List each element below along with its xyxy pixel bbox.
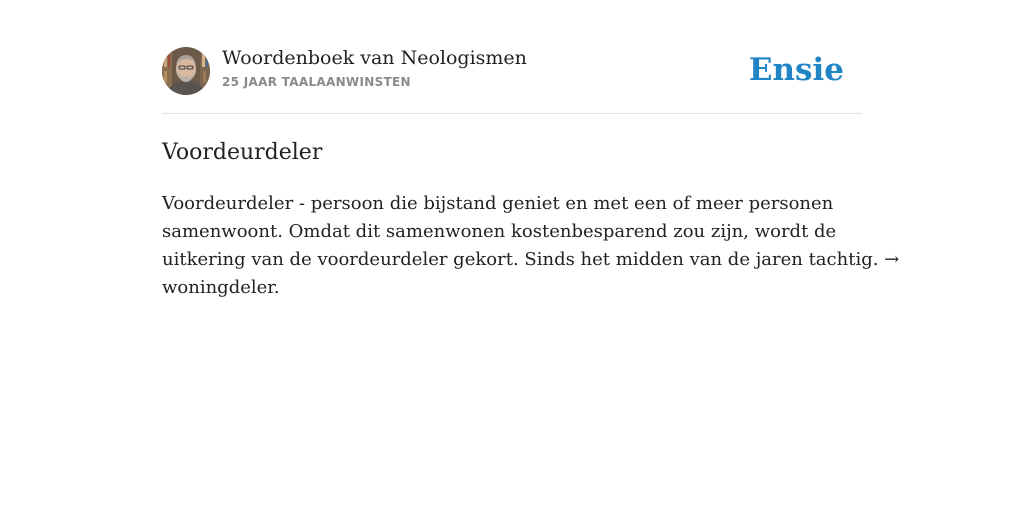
entry-title: Voordeurdeler <box>162 140 323 165</box>
brand-logo[interactable]: Ensie <box>748 52 844 88</box>
definition-line: woningdeler. <box>162 277 280 298</box>
definition-line: uitkering van de voordeurdeler gekort. Sinds het midden van de jaren tachtig. → <box>162 249 900 270</box>
author-name[interactable]: Woordenboek van Neologismen <box>222 47 527 69</box>
header-divider <box>162 113 862 114</box>
avatar[interactable] <box>162 47 210 95</box>
entry-definition <box>162 190 900 302</box>
author-subtitle: 25 JAAR TAALAANWINSTEN <box>222 75 411 89</box>
header <box>162 46 862 96</box>
definition-line: Voordeurdeler - persoon die bijstand geniet en met een of meer personen <box>162 193 834 214</box>
definition-line: samenwoont. Omdat dit samenwonen kostenbesparend zou zijn, wordt de <box>162 221 837 242</box>
author-photo-icon <box>162 47 210 95</box>
